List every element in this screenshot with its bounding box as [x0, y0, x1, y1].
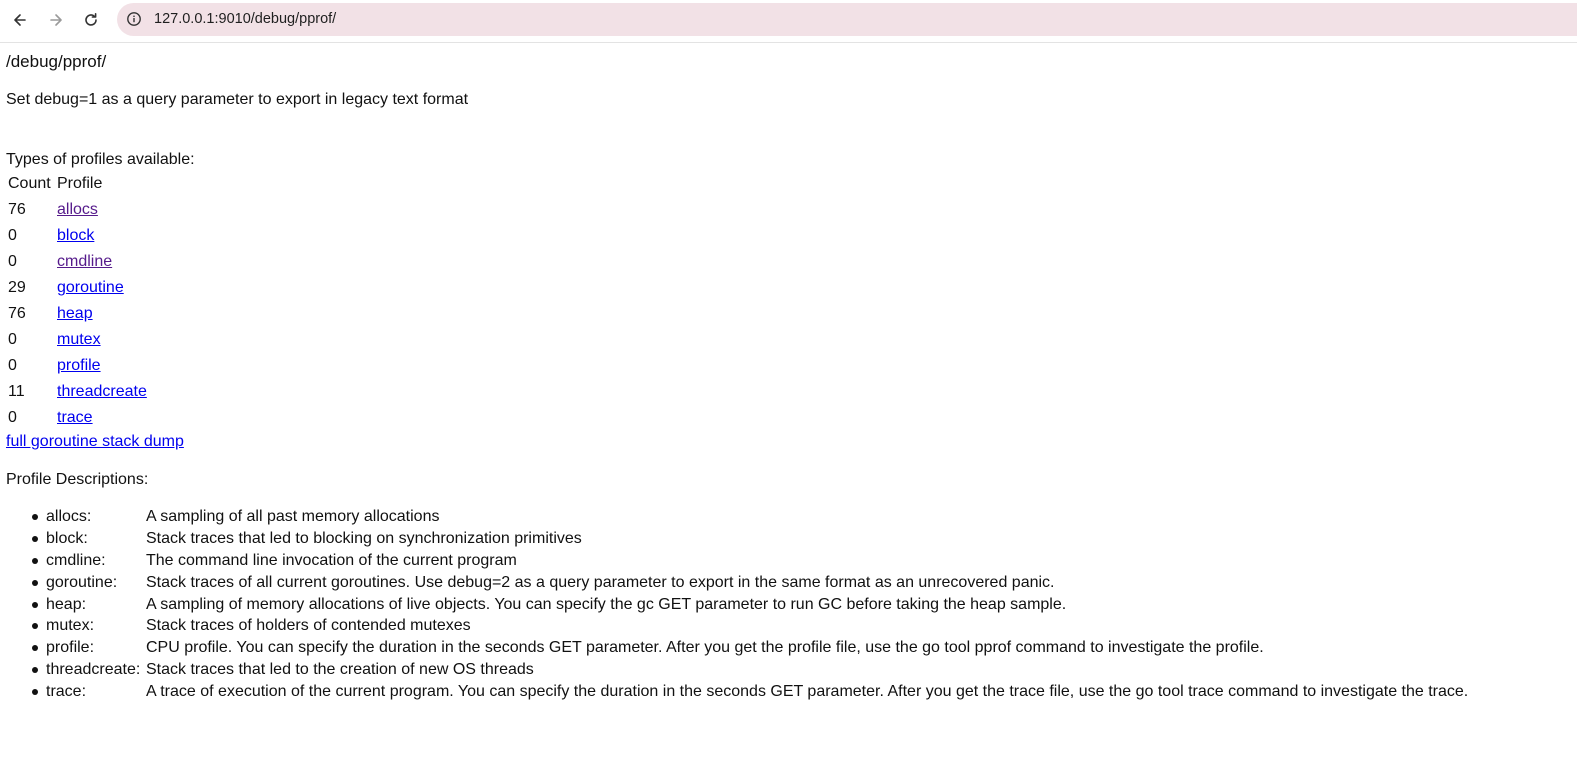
- description-text: Stack traces that led to the creation of new OS threads: [146, 661, 534, 679]
- description-name: block:: [46, 529, 88, 547]
- description-text: The command line invocation of the current program: [146, 551, 517, 569]
- profile-count: 76: [8, 201, 26, 218]
- description-name: heap:: [46, 595, 87, 613]
- description-text: CPU profile. You can specify the duration in the seconds GET parameter. After you get the profile file, use the go tool pprof command to investigate the profile.: [146, 639, 1264, 657]
- description-text: A trace of execution of the current program. You can specify the duration in the seconds GET parameter. After you get the trace file, use the go tool trace command to investigate the trace.: [146, 683, 1469, 701]
- bullet-icon: [32, 623, 38, 629]
- profile-link-heap[interactable]: heap: [57, 305, 93, 322]
- profile-link-cmdline[interactable]: cmdline: [57, 253, 113, 270]
- column-header-profile: Profile: [57, 175, 103, 192]
- bullet-icon: [32, 536, 38, 542]
- legacy-format-note: Set debug=1 as a query parameter to export in legacy text format: [6, 91, 469, 108]
- full-goroutine-dump-link[interactable]: full goroutine stack dump: [6, 433, 184, 450]
- url-text[interactable]: 127.0.0.1:9010/debug/pprof/: [154, 11, 337, 27]
- profile-link-profile[interactable]: profile: [57, 357, 101, 374]
- profile-link-block[interactable]: block: [57, 227, 95, 244]
- reload-icon: [83, 12, 99, 28]
- description-text: Stack traces of all current goroutines. Use debug=2 as a query parameter to export in the same format as an unrecovered panic.: [146, 573, 1055, 591]
- profile-count: 29: [8, 279, 26, 296]
- profile-link-mutex[interactable]: mutex: [57, 331, 101, 348]
- profile-link-trace[interactable]: trace: [57, 409, 93, 426]
- bullet-icon: [32, 580, 38, 586]
- profile-count: 0: [8, 227, 17, 244]
- bullet-icon: [32, 514, 38, 520]
- profile-link-goroutine[interactable]: goroutine: [57, 279, 124, 296]
- profile-count: 76: [8, 305, 26, 322]
- description-text: Stack traces that led to blocking on synchronization primitives: [146, 529, 582, 547]
- arrow-left-icon: [12, 12, 28, 28]
- profile-link-allocs[interactable]: allocs: [57, 201, 98, 218]
- description-name: goroutine:: [46, 573, 118, 591]
- bullet-icon: [32, 689, 38, 695]
- reload-button[interactable]: [78, 7, 104, 33]
- bullet-icon: [32, 558, 38, 564]
- bullet-icon: [32, 645, 38, 651]
- info-icon[interactable]: [126, 11, 142, 27]
- address-bar[interactable]: [117, 3, 1577, 36]
- profile-count: 11: [8, 383, 25, 400]
- description-text: A sampling of all past memory allocations: [146, 508, 440, 525]
- description-text: Stack traces of holders of contended mutexes: [146, 617, 471, 635]
- forward-button[interactable]: [43, 7, 69, 33]
- profile-count: 0: [8, 357, 17, 374]
- profile-types-title: Types of profiles available:: [6, 151, 195, 168]
- back-button[interactable]: [7, 7, 33, 33]
- browser-toolbar: [0, 0, 1577, 43]
- description-text: A sampling of memory allocations of live objects. You can specify the gc GET parameter to run GC before taking the heap sample.: [146, 595, 1067, 613]
- column-header-count: Count: [8, 175, 51, 192]
- page-title: /debug/pprof/: [6, 52, 107, 71]
- profile-count: 0: [8, 409, 17, 426]
- description-name: profile:: [46, 639, 95, 657]
- description-name: cmdline:: [46, 551, 106, 569]
- bullet-icon: [32, 667, 38, 673]
- bullet-icon: [32, 602, 38, 608]
- description-name: mutex:: [46, 617, 95, 635]
- arrow-right-icon: [48, 12, 64, 28]
- profile-descriptions-title: Profile Descriptions:: [6, 471, 149, 488]
- profile-link-threadcreate[interactable]: threadcreate: [57, 383, 147, 400]
- profile-count: 0: [8, 253, 17, 270]
- profile-count: 0: [8, 331, 17, 348]
- description-name: allocs:: [46, 508, 92, 525]
- description-name: trace:: [46, 683, 87, 701]
- description-name: threadcreate:: [46, 661, 141, 679]
